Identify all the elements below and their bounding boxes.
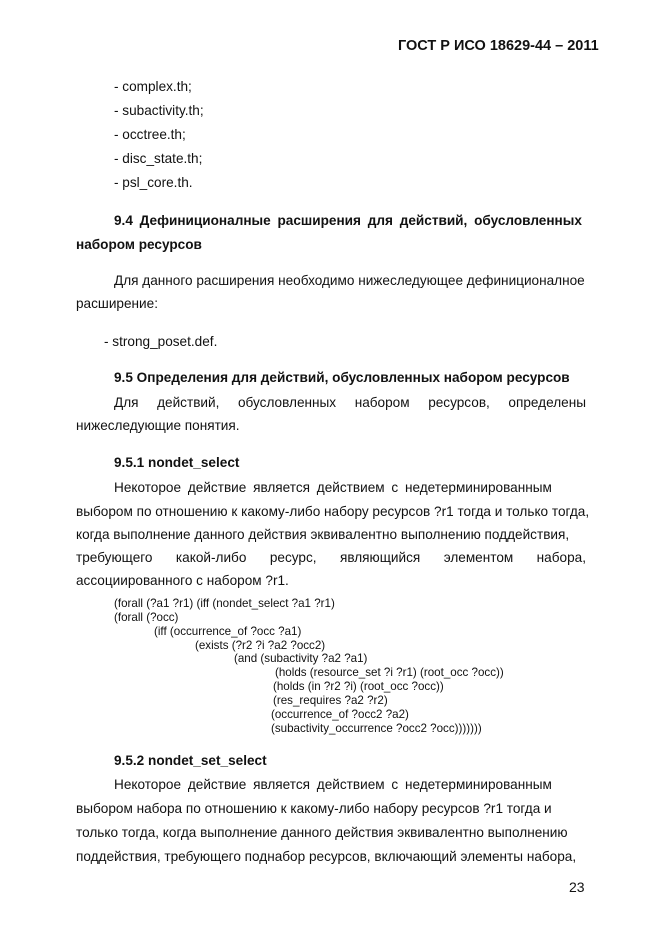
code-line: (exists (?r2 ?i ?a2 ?occ2) xyxy=(195,639,326,652)
section-9-5-2-heading: 9.5.2 nondet_set_select xyxy=(114,753,267,768)
section-9-5-paragraph-line1 xyxy=(114,395,586,410)
list-item: - psl_core.th. xyxy=(114,175,193,190)
code-line: (forall (?a1 ?r1) (iff (nondet_select ?a1 ?r1) xyxy=(114,597,335,610)
code-line: (forall (?occ) xyxy=(114,611,179,624)
word: обусловленных xyxy=(237,395,337,410)
word: набором xyxy=(354,395,410,410)
section-9-5-2-line2: выбором набора по отношению к какому-либо набору ресурсов ?r1 тогда и xyxy=(76,801,552,816)
section-9-4-paragraph-line1: Для данного расширения необходимо нижеследующее дефиниционалное xyxy=(114,273,585,288)
list-item: - disc_state.th; xyxy=(114,151,203,166)
section-9-5-paragraph-line2: нижеследующие понятия. xyxy=(76,418,240,433)
code-line: (and (subactivity ?a2 ?a1) xyxy=(234,652,368,665)
list-item: - subactivity.th; xyxy=(114,103,204,118)
section-9-4-heading-line2: набором ресурсов xyxy=(76,237,202,252)
section-9-5-2-line1: Некоторое действие является действием с недетерминированным xyxy=(114,777,552,792)
section-9-4-paragraph-line2: расширение: xyxy=(76,296,158,311)
code-line: (iff (occurrence_of ?occ ?a1) xyxy=(154,625,302,638)
section-9-5-heading: 9.5 Определения для действий, обусловленных набором ресурсов xyxy=(114,370,570,385)
code-line: (subactivity_occurrence ?occ2 ?occ))))))) xyxy=(271,722,482,735)
word: действий, xyxy=(157,395,220,410)
word: Для xyxy=(114,395,139,410)
word: какой-либо xyxy=(175,550,247,565)
code-line: (holds (in ?r2 ?i) (root_occ ?occ)) xyxy=(273,680,444,693)
section-9-5-1-line5: ассоциированного с набором ?r1. xyxy=(76,573,289,588)
word: являющийся xyxy=(339,550,421,565)
section-9-4-list-item: - strong_poset.def. xyxy=(104,334,218,349)
section-9-5-2-line4: поддействия, требующего поднабор ресурсов, включающий элементы набора, xyxy=(76,849,577,864)
code-line: (holds (resource_set ?i ?r1) (root_occ ?occ)) xyxy=(275,666,504,679)
document-header: ГОСТ Р ИСО 18629-44 – 2011 xyxy=(398,38,599,54)
section-9-4-heading-line1: 9.4 Дефиниционалные расширения для действий, обусловленных xyxy=(114,213,582,228)
code-line: (res_requires ?a2 ?r2) xyxy=(273,694,388,707)
section-9-5-1-line3: когда выполнение данного действия эквивалентно выполнению поддействия, xyxy=(76,527,570,542)
list-item: - occtree.th; xyxy=(114,127,186,142)
word: элементом xyxy=(443,550,514,565)
word: ресурсов, xyxy=(428,395,490,410)
list-item: - complex.th; xyxy=(114,79,192,94)
page-number: 23 xyxy=(569,879,585,895)
section-9-5-1-line2: выбором по отношению к какому-либо набору ресурсов ?r1 тогда и только тогда, xyxy=(76,504,590,519)
section-9-5-1-line4 xyxy=(76,550,586,565)
word: набора, xyxy=(536,550,586,565)
section-9-5-1-line1: Некоторое действие является действием с недетерминированным xyxy=(114,480,552,495)
code-line: (occurrence_of ?occ2 ?a2) xyxy=(271,708,409,721)
word: определены xyxy=(508,395,586,410)
section-9-5-2-line3: только тогда, когда выполнение данного действия эквивалентно выполнению xyxy=(76,825,568,840)
word: требующего xyxy=(76,550,153,565)
section-9-5-1-heading: 9.5.1 nondet_select xyxy=(114,455,240,470)
word: ресурс, xyxy=(269,550,317,565)
